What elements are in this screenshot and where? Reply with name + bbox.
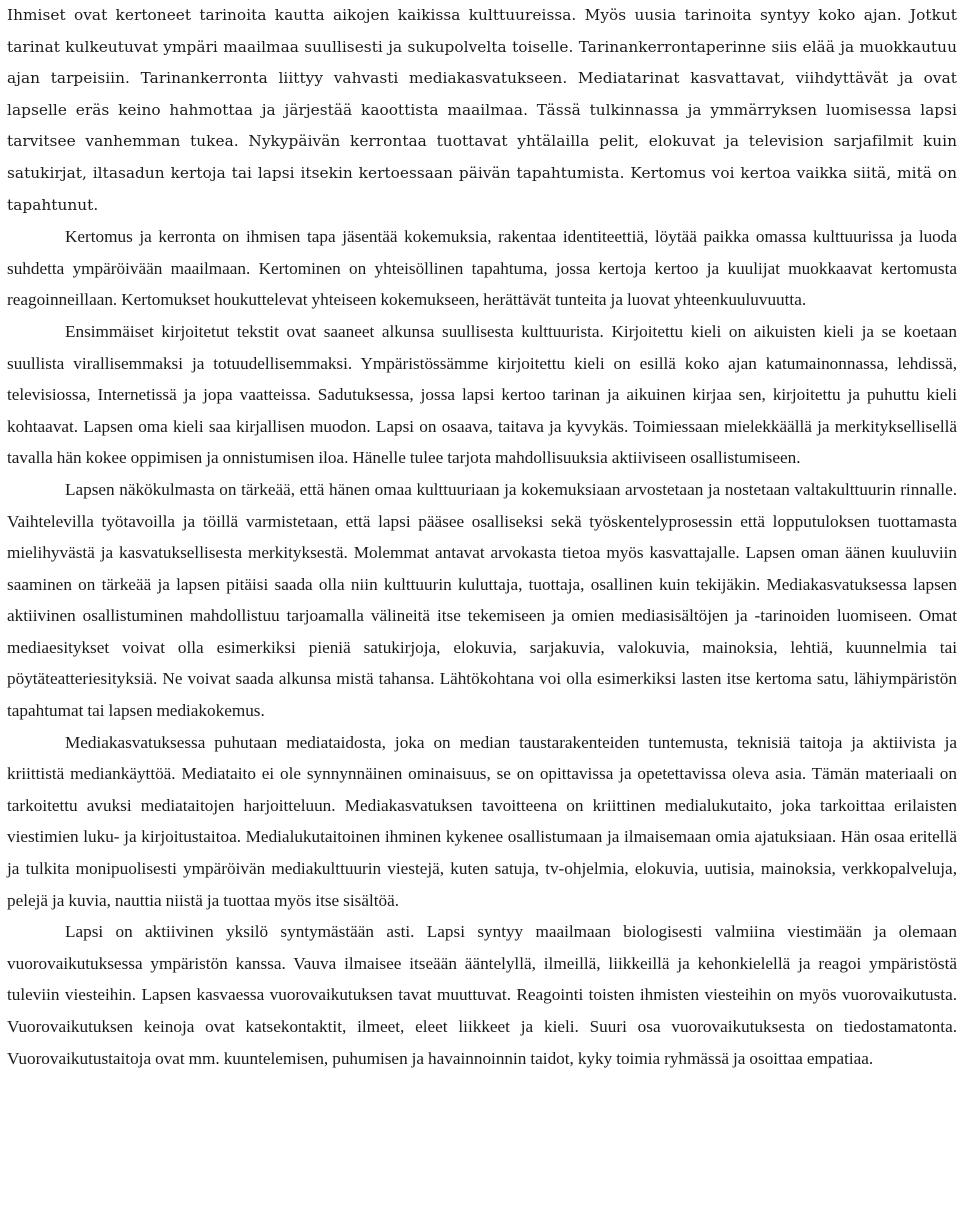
paragraph-storytelling-traditions: Ihmiset ovat kertoneet tarinoita kautta aikojen kaikissa kulttuureissa. Myös uusia tarinoita syntyy koko ajan. Jotkut tarinat kulkeutuvat ympäri maailmaa suullisesti ja sukupolvelta toiselle. Tarinankerrontaperinne siis elää ja muokkautuu ajan tarpeisiin. Tarinankerronta liittyy vahvasti mediakasvatukseen. Mediatarinat kasvattavat, viihdyttävät ja ovat lapselle eräs keino hahmottaa ja järjestää kaoottista maailmaa. Tässä tulkinnassa ja ymmärryksen luomisessa lapsi tarvitsee vanhemman tukea. Nykypäivän kerrontaa tuottavat yhtälailla pelit, elokuvat ja television sarjafilmit kuin satukirjat, iltasadun kertoja tai lapsi itsekin kertoessaan päivän tapahtumista. Kertomus voi kertoa vaikka siitä, mitä on tapahtunut. (7, 6, 957, 214)
paragraph-child-perspective: Lapsen näkökulmasta on tärkeää, että hänen omaa kulttuuriaan ja kokemuksiaan arvostetaan ja nostetaan valtakulttuurin rinnalle. Vaihtelevilla työtavoilla ja töillä varmistetaan, että lapsi pääsee osalliseksi sekä työskentelyprosessin että lopputuloksen tuottamasta mielihyvästä ja kasvatuksellisesta merkityksestä. Molemmat antavat arvokasta tietoa myös kasvattajalle. Lapsen oman äänen kuuluviin saaminen on tärkeää ja lapsen pitäisi saada olla niin kulttuurin kuluttaja, tuottaja, osallinen kuin tekijäkin. Mediakasvatuksessa lapsen aktiivinen osallistuminen mahdollistuu tarjoamalla välineitä itse tekemiseen ja omien mediasisältöjen ja -tarinoiden luomiseen. Omat mediaesitykset voivat olla esimerkiksi pieniä satukirjoja, elokuvia, sarjakuvia, valokuvia, mainoksia, lehtiä, kuunnelmia tai pöytäteatteriesityksiä. Ne voivat saada alkunsa mistä tahansa. Lähtökohtana voi olla esimerkiksi lasten itse kertoma satu, lähiympäristön tapahtumat tai lapsen mediakokemus. (7, 479, 957, 721)
paragraph-narrative-identity: Kertomus ja kerronta on ihmisen tapa jäsentää kokemuksia, rakentaa identiteettiä, löytää paikka omassa kulttuurissa ja luoda suhdetta ympäröivään maailmaan. Kertominen on yhteisöllinen tapahtuma, jossa kertoja kertoo ja kuulijat muokkaavat kertomusta reagoinneillaan. Kertomukset houkuttelevat yhteiseen kokemukseen, herättävät tunteita ja luovat yhteenkuuluvuutta. (7, 227, 957, 310)
paragraph-interaction: Lapsi on aktiivinen yksilö syntymästään asti. Lapsi syntyy maailmaan biologisesti valmiina viestimään ja olemaan vuorovaikutuksessa ympäristön kanssa. Vauva ilmaisee itseään ääntelyllä, ilmeillä, liikkeillä ja kehonkielellä ja reagoi ympäristöstä tuleviin viesteihin. Lapsen kasvaessa vuorovaikutuksen tavat muuttuvat. Reagointi toisten ihmisten viesteihin on myös vuorovaikutusta. Vuorovaikutuksen keinoja ovat katsekontaktit, ilmeet, eleet liikkeet ja kieli. Suuri osa vuorovaikutuksesta on tiedostamatonta. Vuorovaikutustaitoja ovat mm. kuuntelemisen, puhumisen ja havainnoinnin taidot, kyky toimia ryhmässä ja osoittaa empatiaa. (7, 922, 957, 1068)
document-page (7, 0, 957, 1074)
paragraph-media-literacy: Mediakasvatuksessa puhutaan mediataidosta, joka on median taustarakenteiden tuntemusta, teknisiä taitoja ja aktiivista ja kriittistä mediankäyttöä. Mediataito ei ole synnynnäinen ominaisuus, se on opittavissa ja opetettavissa oleva asia. Tämän materiaali on tarkoitettu avuksi mediataitojen harjoitteluun. Mediakasvatuksen tavoitteena on kriittinen medialukutaito, joka tarkoittaa erilaisten viestimien luku- ja kirjoitustaitoa. Medialukutaitoinen ihminen kykenee osallistumaan ja ilmaisemaan omia ajatuksiaan. Hän osaa eritellä ja tulkita monipuolisesti ympäröivän mediakulttuurin viestejä, kuten satuja, tv-ohjelmia, elokuvia, uutisia, mainoksia, verkkopalveluja, pelejä ja kuvia, nauttia niistä ja tuottaa myös itse sisältöä. (7, 732, 957, 910)
paragraph-written-language: Ensimmäiset kirjoitetut tekstit ovat saaneet alkunsa suullisesta kulttuurista. Kirjoitettu kieli on aikuisten kieli ja se koetaan suullista virallisemmaksi ja totuudellisemmaksi. Ympäristössämme kirjoitettu kieli on esillä koko ajan katumainonnassa, lehdissä, televisiossa, Internetissä ja jopa vaatteissa. Sadutuksessa, jossa lapsi kertoo tarinan ja aikuinen kirjaa sen, kirjoitettu ja puhuttu kieli kohtaavat. Lapsen oma kieli saa kirjallisen muodon. Lapsi on osaava, taitava ja kyvykäs. Toimiessaan mielekkäällä ja merkityksellisellä tavalla hän kokee oppimisen ja onnistumisen iloa. Hänelle tulee tarjota mahdollisuuksia aktiiviseen osallistumiseen. (7, 321, 957, 468)
